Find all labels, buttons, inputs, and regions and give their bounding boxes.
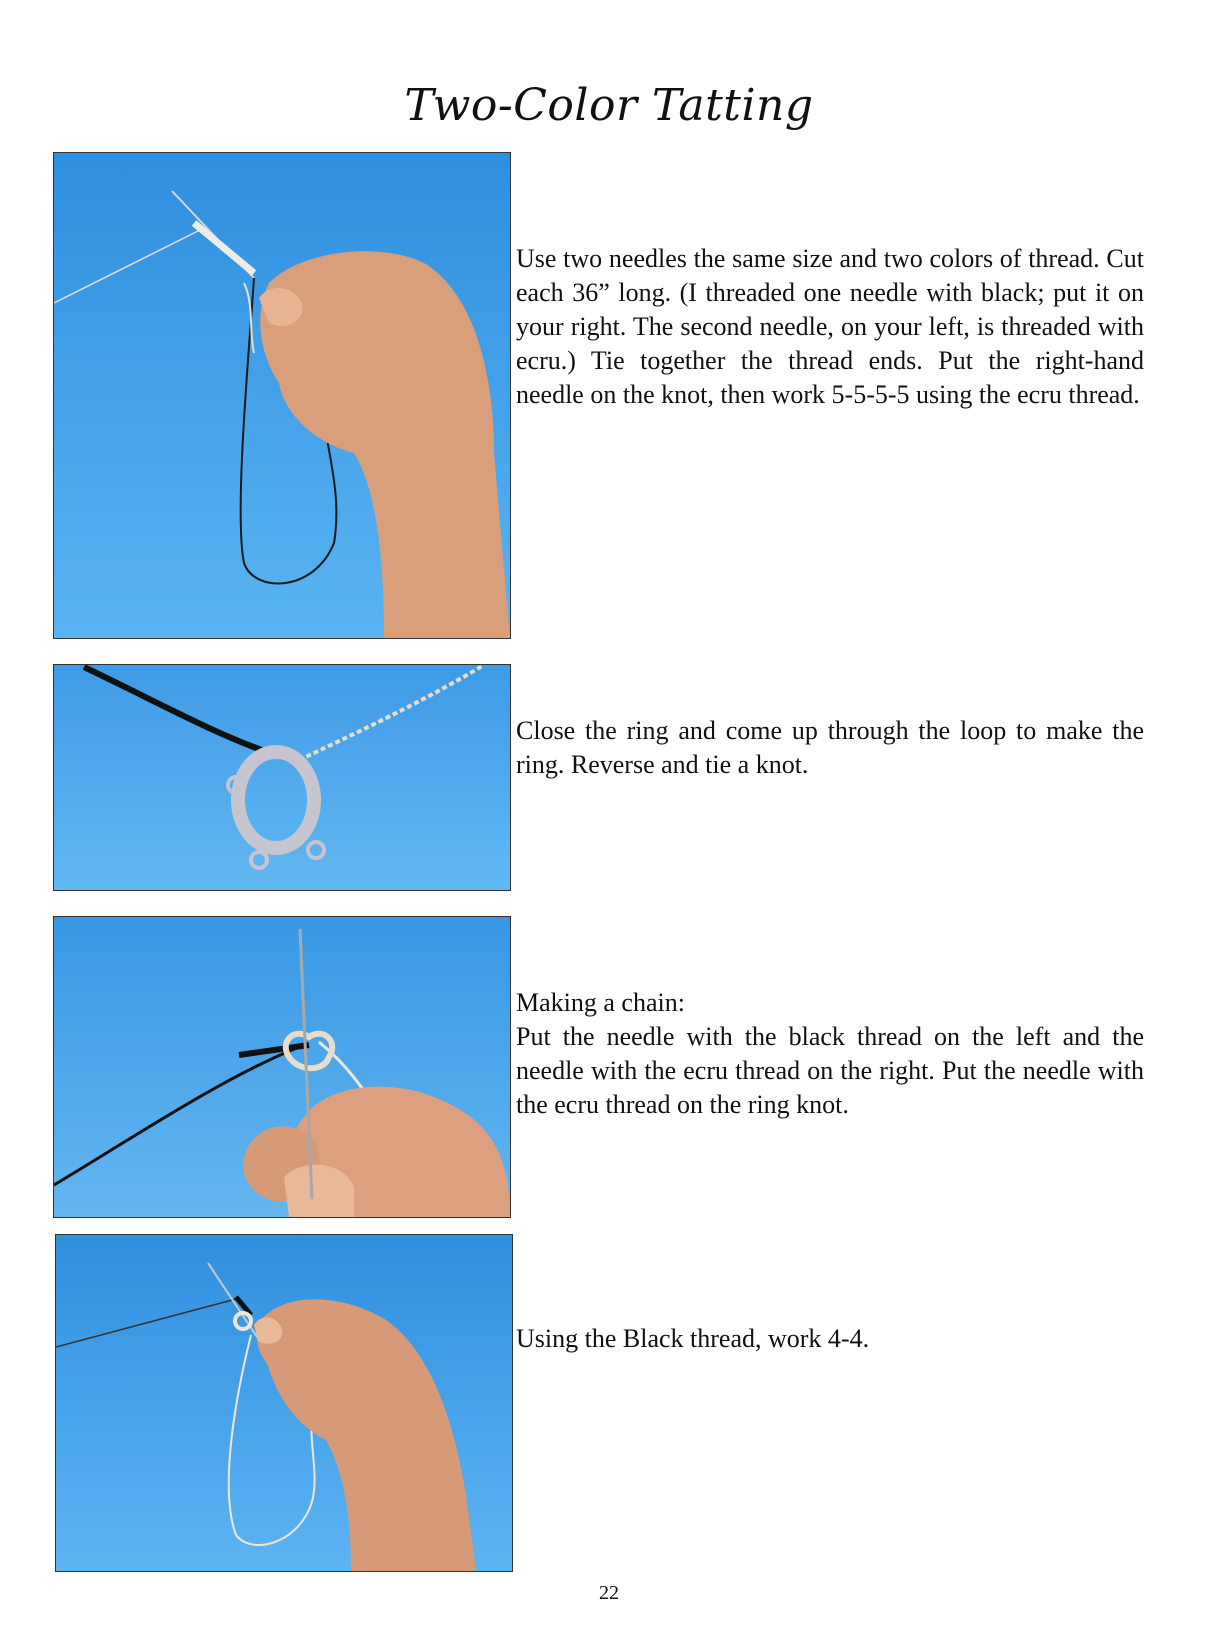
step-1-paragraph: Use two needles the same size and two colors of thread. Cut each 36” long. (I threaded one needle with black; put it on your right. The second needle, on your left, is threaded with ecru.) Tie together the thread ends. Put the right-hand needle on the knot, then work 5-5-5-5 using the ecru thread. [516, 244, 1144, 409]
step-2-text [516, 714, 1144, 782]
step-4-text [516, 1322, 1144, 1356]
hand-working-thread-icon [56, 1235, 512, 1571]
step-4-paragraph: Using the Black thread, work 4-4. [516, 1324, 870, 1353]
step-1-photo [53, 152, 511, 639]
step-4-photo [55, 1234, 513, 1572]
step-3-heading: Making a chain: [516, 988, 685, 1017]
step-2-paragraph: Close the ring and come up through the loop to make the ring. Reverse and tie a knot. [516, 716, 1144, 779]
step-1-text [516, 242, 1144, 412]
fingers-holding-needle-icon [54, 917, 510, 1217]
page-number: 22 [599, 1582, 619, 1604]
hand-holding-needle-icon [54, 153, 510, 638]
step-3-paragraph: Put the needle with the black thread on the left and the needle with the ecru thread on the right. Put the needle with the ecru thread on the ring knot. [516, 1022, 1144, 1119]
page-title: Two-Color Tatting [404, 80, 814, 131]
step-2-photo [53, 664, 511, 891]
step-3-photo [53, 916, 511, 1218]
step-3-text [516, 986, 1144, 1122]
tatted-ring-icon [54, 665, 510, 890]
